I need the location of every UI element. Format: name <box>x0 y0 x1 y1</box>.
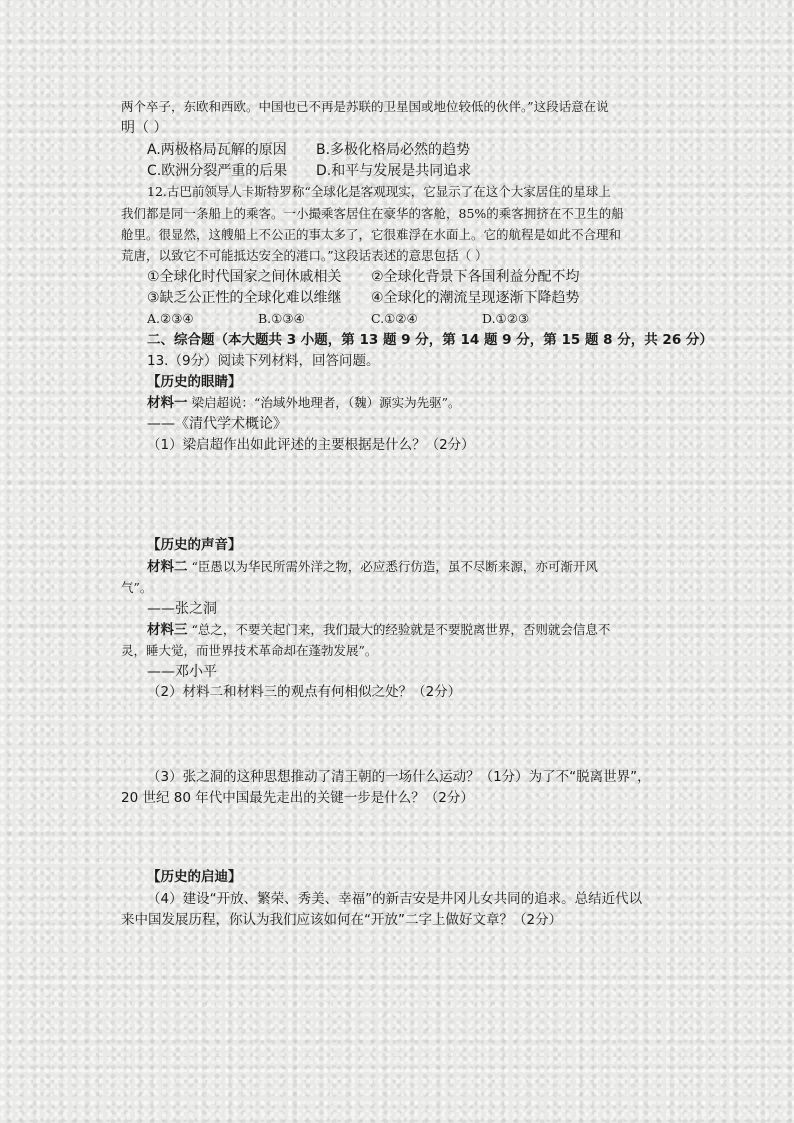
q12-stem-line1: 12.古巴前领导人卡斯特罗称“全球化是客观现实，它显示了在这个大家居住的星球上 <box>147 184 611 199</box>
q12-item-2: ②全球化背景下各国利益分配不均 <box>371 269 580 285</box>
material-2-source: ——张之洞 <box>147 601 217 617</box>
q12-stem-line3: 舱里。很显然，这艘船上不公正的事太多了，它很难浮在水面上。它的航程是如此不合理和 <box>121 227 622 242</box>
material-2-text-line2: 气”。 <box>121 580 153 595</box>
q11-option-d: D.和平与发展是共同追求 <box>316 163 472 179</box>
q11-stem-line1: 两个卒子，东欧和西欧。中国也已不再是苏联的卫星国或地位较低的伙伴。”这段话意在说 <box>121 99 609 114</box>
q11-option-a: A.两极格局瓦解的原因 <box>147 142 287 158</box>
history-eyes-heading: 【历史的眼睛】 <box>147 374 242 390</box>
q12-item-3: ③缺乏公正性的全球化难以维继 <box>147 290 342 306</box>
material-2-label: 材料二 <box>147 559 188 575</box>
material-1-label: 材料一 <box>147 395 188 411</box>
material-1-source: ——《清代学术概论》 <box>147 416 287 432</box>
material-1 <box>147 393 461 413</box>
history-inspiration-heading: 【历史的启迪】 <box>147 869 242 885</box>
q12-option-d: D.①②③ <box>482 311 530 326</box>
material-3-source: ——邓小平 <box>147 664 217 680</box>
q11-option-b: B.多极化格局必然的趋势 <box>316 142 471 158</box>
history-voice-heading: 【历史的声音】 <box>147 537 242 553</box>
q11-stem-line2: 明（ ） <box>121 120 168 136</box>
material-2 <box>147 557 598 577</box>
q12-item-1: ①全球化时代国家之间休戚相关 <box>147 269 342 285</box>
q13-intro: 13.（9分）阅读下列材料，回答问题。 <box>147 353 380 369</box>
sub-question-2: （2）材料二和材料三的观点有何相似之处？（2分） <box>147 684 462 700</box>
material-3-label: 材料三 <box>147 622 188 638</box>
material-1-text: 梁启超说：“治域外地理者，（魏）源实为先驱”。 <box>187 395 461 410</box>
q12-option-c: C.①②④ <box>371 311 418 326</box>
sub-question-3-line2: 20 世纪 80 年代中国最先走出的关键一步是什么？（2分） <box>121 790 474 806</box>
sub-question-3-line1: （3）张之洞的这种思想推动了清王朝的一场什么运动？（1分）为了不“脱离世界”， <box>147 769 651 785</box>
q12-option-a: A.②③④ <box>147 311 194 326</box>
sub-question-4-line1: （4）建设“开放、繁荣、秀美、幸福”的新吉安是井冈儿女共同的追求。总结近代以 <box>147 891 643 907</box>
q11-option-c: C.欧洲分裂严重的后果 <box>147 163 288 179</box>
sub-question-4-line2: 来中国发展历程，你认为我们应该如何在“开放”二字上做好文章？（2分） <box>121 912 563 928</box>
section-heading: 二、综合题（本大题共 3 小题，第 13 题 9 分，第 14 题 9 分，第 15 题 8 分，共 26 分） <box>147 332 713 348</box>
sub-question-1: （1）梁启超作出如此评述的主要根据是什么？（2分） <box>147 437 475 453</box>
material-3 <box>147 620 610 640</box>
material-3-text-line2: 灵，睡大觉，而世界技术革命却在蓬勃发展”。 <box>121 643 378 658</box>
q12-stem-line4: 荒唐，以致它不可能抵达安全的港口。”这段话表述的意思包括（ ） <box>121 248 488 263</box>
q12-stem-line2: 我们都是同一条船上的乘客。一小撮乘客居住在豪华的客舱，85%的乘客拥挤在不卫生的船 <box>121 206 624 221</box>
q12-item-4: ④全球化的潮流呈现逐渐下降趋势 <box>371 290 580 306</box>
material-2-text-line1: “臣愚以为华民所需外洋之物，必应悉行仿造，虽不尽断来源，亦可渐开风 <box>187 559 598 574</box>
q12-option-b: B.①③④ <box>258 311 305 326</box>
material-3-text-line1: “总之，不要关起门来，我们最大的经验就是不要脱离世界，否则就会信息不 <box>187 622 611 637</box>
